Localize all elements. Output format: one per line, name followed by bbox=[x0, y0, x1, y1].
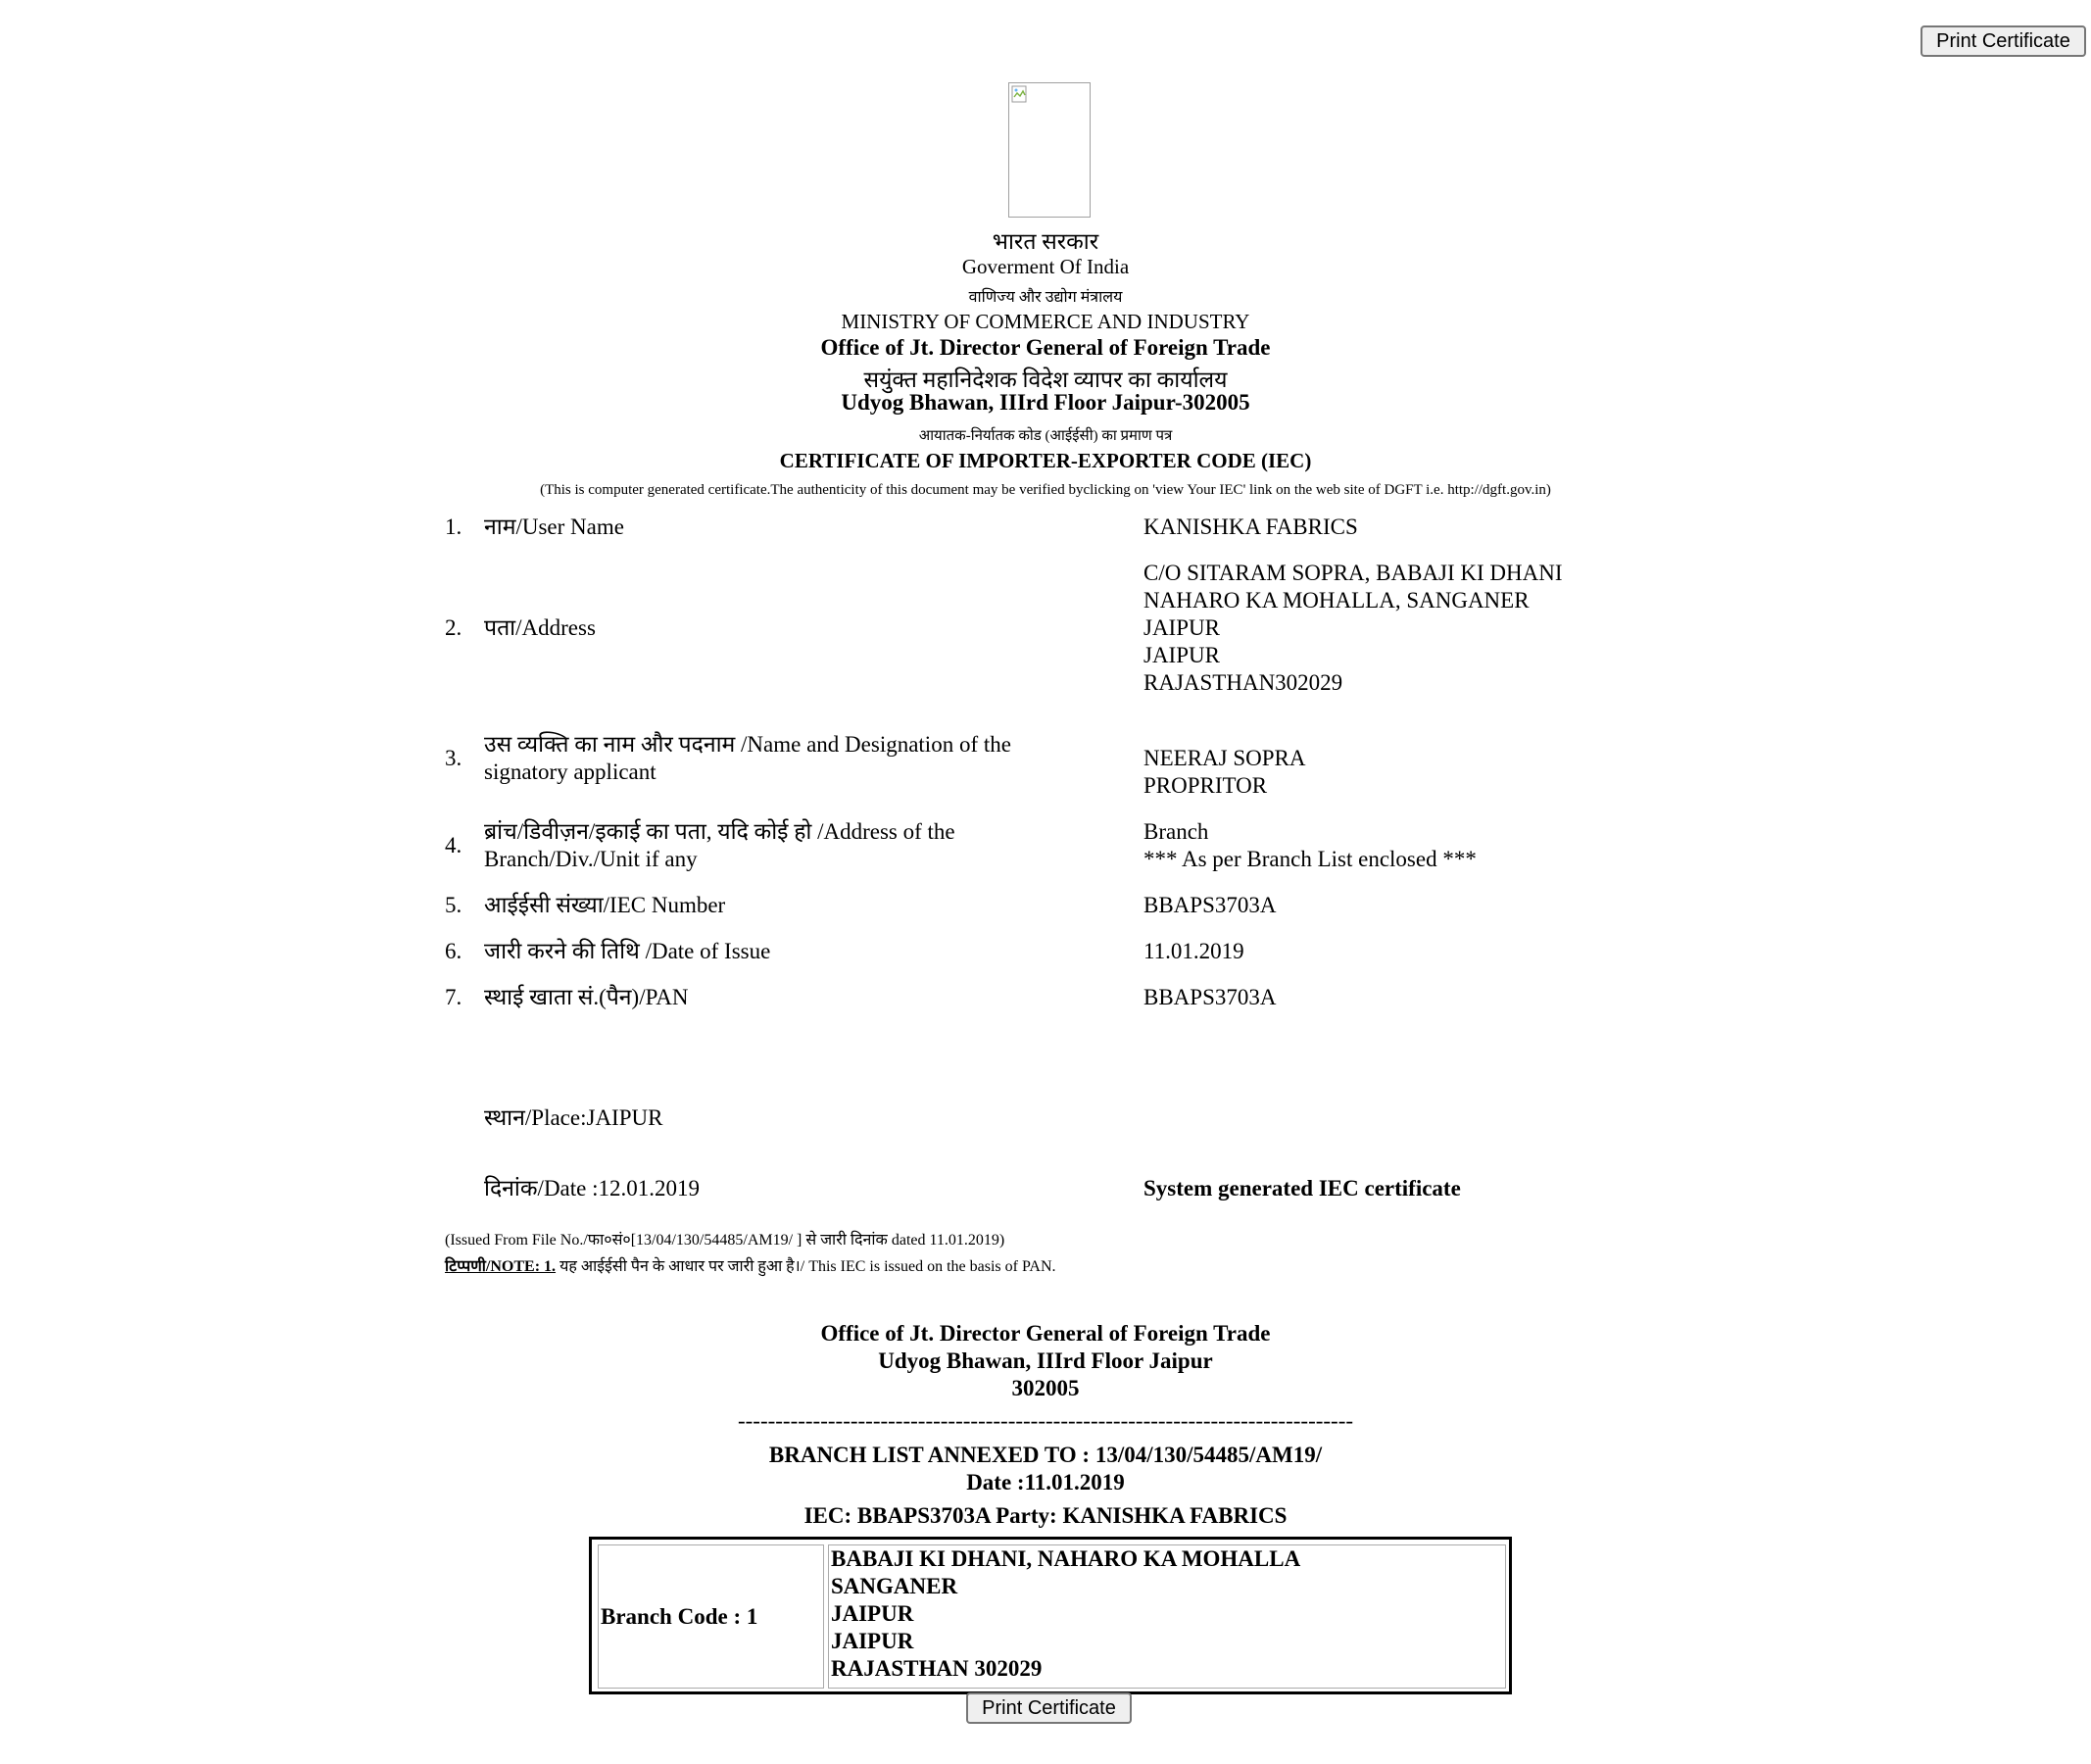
annex-office-title: Office of Jt. Director General of Foreign Trade bbox=[820, 1321, 1271, 1346]
branch-address-line: JAIPUR bbox=[831, 1629, 914, 1653]
certificate-title: CERTIFICATE OF IMPORTER-EXPORTER CODE (IEC) bbox=[779, 449, 1312, 472]
address-value bbox=[1143, 560, 1829, 697]
pan-value: BBAPS3703A bbox=[1143, 985, 1277, 1009]
note-text: यह आईईसी पैन के आधार पर जारी हुआ है।/ This IEC is issued on the basis of PAN. bbox=[556, 1258, 1056, 1275]
annex-address-line1: Udyog Bhawan, IIIrd Floor Jaipur bbox=[878, 1348, 1213, 1373]
row-number: 3. bbox=[445, 746, 462, 770]
signatory-value bbox=[1143, 745, 1829, 800]
signatory-label: उस व्यक्ति का नाम और पदनाम /Name and Designation of the signatory applicant bbox=[484, 732, 1011, 784]
govt-title: Goverment Of India bbox=[961, 255, 1130, 278]
signatory-designation: PROPRITOR bbox=[1143, 773, 1268, 798]
ministry-title: MINISTRY OF COMMERCE AND INDUSTRY bbox=[841, 310, 1250, 333]
branch-list-date: Date :11.01.2019 bbox=[966, 1470, 1125, 1494]
print-certificate-button-top[interactable]: Print Certificate bbox=[1921, 25, 2086, 57]
date: दिनांक/Date :12.01.2019 bbox=[484, 1176, 701, 1200]
hindi-cert-title: आयातक-निर्यातक कोड (आईईसी) का प्रमाण पत्र bbox=[918, 428, 1173, 444]
hindi-govt-title: भारत सरकार bbox=[992, 229, 1099, 254]
iec-number-value: BBAPS3703A bbox=[1143, 893, 1277, 917]
row-number: 7. bbox=[445, 985, 462, 1009]
row-number: 6. bbox=[445, 939, 462, 963]
place: स्थान/Place:JAIPUR bbox=[484, 1105, 663, 1130]
system-generated-text: System generated IEC certificate bbox=[1143, 1176, 1461, 1200]
emblem-image bbox=[1008, 82, 1091, 218]
dash-divider: ---------------------------------------------------------------------------------- bbox=[737, 1408, 1354, 1433]
branch-code-cell: Branch Code : 1 bbox=[598, 1544, 824, 1689]
signatory-name: NEERAJ SOPRA bbox=[1143, 746, 1306, 770]
pan-note bbox=[445, 1254, 1056, 1276]
branch-address-line: SANGANER bbox=[831, 1574, 958, 1598]
date-of-issue-label: जारी करने की तिथि /Date of Issue bbox=[484, 939, 771, 963]
branch-address-cell bbox=[828, 1544, 1506, 1689]
row-number: 1. bbox=[445, 514, 462, 539]
pan-label: स्थाई खाता सं.(पैन)/PAN bbox=[484, 985, 689, 1009]
row-number: 5. bbox=[445, 893, 462, 917]
hindi-ministry: वाणिज्य और उद्योग मंत्रालय bbox=[968, 289, 1123, 306]
annex-address-line2: 302005 bbox=[1011, 1376, 1080, 1400]
branch-list-title: BRANCH LIST ANNEXED TO : 13/04/130/54485/AM19/ bbox=[768, 1443, 1323, 1467]
office-title: Office of Jt. Director General of Foreign Trade bbox=[820, 335, 1271, 360]
row-number: 2. bbox=[445, 615, 462, 640]
hindi-office-title: सयुंक्त महानिदेशक विदेश व्यापर का कार्यालय bbox=[863, 368, 1228, 392]
disclaimer: (This is computer generated certificate.The authenticity of this document may be verified byclicking on 'view Your IEC' link on the web site of DGFT i.e. http://dgft.gov.in) bbox=[540, 482, 1551, 498]
note-label: टिप्पणी/NOTE: 1. bbox=[445, 1258, 557, 1275]
branch-table bbox=[589, 1537, 1512, 1694]
issued-from-note: (Issued From File No./फा०सं०[13/04/130/54485/AM19/ ] से जारी दिनांक dated 11.01.2019) bbox=[445, 1232, 1005, 1249]
branch-value bbox=[1143, 818, 1829, 873]
broken-image-icon bbox=[1011, 85, 1029, 105]
branch-line: *** As per Branch List enclosed *** bbox=[1143, 847, 1477, 871]
iec-number-label: आईईसी संख्या/IEC Number bbox=[484, 893, 726, 917]
address-line: JAIPUR bbox=[1143, 615, 1220, 640]
print-certificate-button-bottom[interactable]: Print Certificate bbox=[966, 1692, 1132, 1724]
user-name-label: नाम/User Name bbox=[484, 514, 624, 539]
address-line: C/O SITARAM SOPRA, BABAJI KI DHANI bbox=[1143, 561, 1563, 585]
iec-party-line: IEC: BBAPS3703A Party: KANISHKA FABRICS bbox=[803, 1503, 1288, 1528]
address-line: JAIPUR bbox=[1143, 643, 1220, 667]
row-number: 4. bbox=[445, 833, 462, 858]
branch-label: ब्रांच/डिवीज़न/इकाई का पता, यदि कोई हो /Address of the Branch/Div./Unit if any bbox=[484, 819, 955, 871]
branch-line: Branch bbox=[1143, 819, 1209, 844]
branch-address-line: BABAJI KI DHANI, NAHARO KA MOHALLA bbox=[831, 1546, 1301, 1571]
address-line: RAJASTHAN302029 bbox=[1143, 670, 1343, 695]
office-address: Udyog Bhawan, IIIrd Floor Jaipur-302005 bbox=[841, 390, 1250, 415]
branch-address-line: RAJASTHAN 302029 bbox=[831, 1656, 1043, 1681]
user-name-value: KANISHKA FABRICS bbox=[1143, 514, 1358, 539]
branch-address-line: JAIPUR bbox=[831, 1601, 914, 1626]
address-line: NAHARO KA MOHALLA, SANGANER bbox=[1143, 588, 1530, 612]
date-of-issue-value: 11.01.2019 bbox=[1143, 939, 1244, 963]
address-label: पता/Address bbox=[484, 615, 596, 640]
